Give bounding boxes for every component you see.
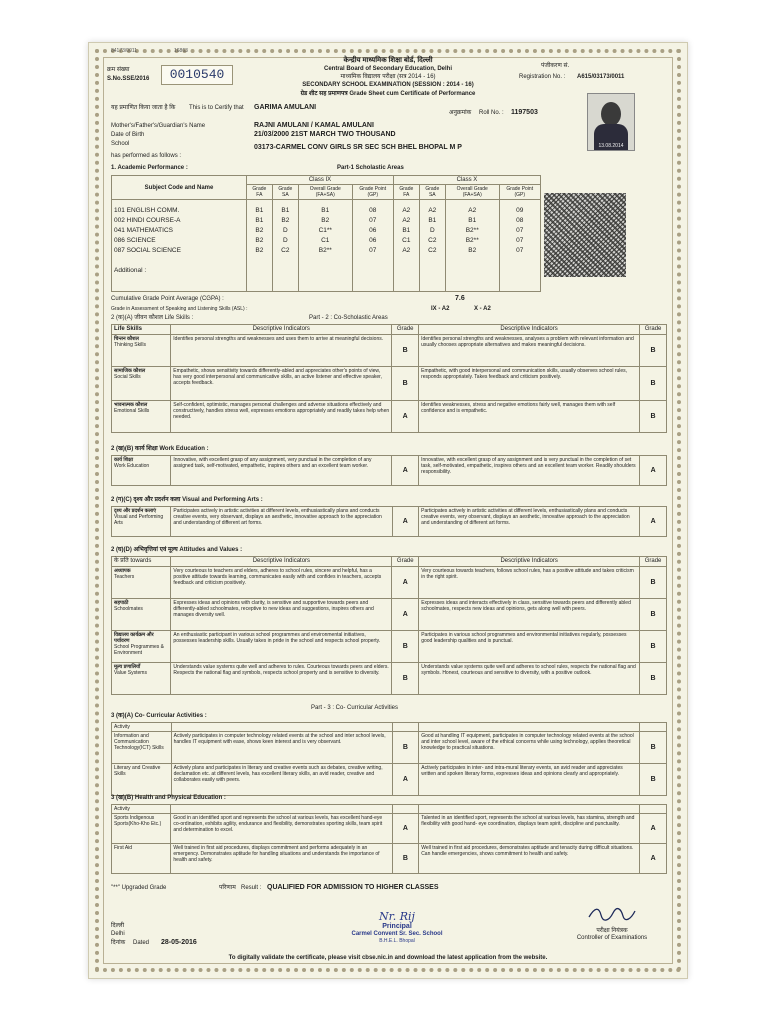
activity-grade-10: B (640, 732, 667, 764)
col-overall-9: Overall Grade (FA+SA) (298, 185, 352, 200)
attitude-grade-9: A (392, 567, 419, 599)
photo-head (601, 102, 621, 126)
roll-label: Roll No. : (479, 110, 504, 116)
attitude-desc-10: Expresses ideas and interacts effectively in class, sensitive towards peers and differently abled schoolmates, respects new ideas and opinions, gets along well with peers. (419, 599, 640, 631)
col-gp-10: Grade Point (GP) (499, 185, 540, 200)
date-label: Dated (133, 940, 150, 946)
life-skill-desc-10: Empathetic, with good interpersonal and communication skills, usually observes school rules, responds appropriately. Takes feedback and criticism positively. (419, 367, 640, 401)
board-name-hindi: केन्द्रीय माध्यमिक शिक्षा बोर्ड, दिल्ली (343, 57, 433, 64)
place: Delhi (111, 931, 125, 937)
col-life-skills: Life Skills (112, 325, 171, 335)
activity-grade-9: A (392, 764, 419, 796)
registration-hindi-label: पंजीकरण सं. (541, 63, 570, 69)
life-skill-name: सामाजिक कौशल Social Skills (112, 367, 171, 401)
grades-col: A2 A2 B1 C1 A2 (393, 200, 419, 292)
attitude-desc-9: Understands value systems quite well and adheres to rules. Courteous towards peers and elders. Respects the national flag and symbols, respects school property and is sensitive to diversity. (171, 663, 392, 695)
attitude-grade-10: B (640, 567, 667, 599)
attitude-desc-10: Understands value systems quite well and adheres to school rules, respects the national flag and symbols. Honest, courteous and sensitive to diversity, with a positive outlook. (419, 663, 640, 695)
attitude-grade-10: B (640, 599, 667, 631)
attitude-desc-9: Very courteous to teachers and elders, adheres to school rules, sincere and helpful, has a positive attitude towards learning, communicates easily with and confides in teachers, accepts feedback and criticism positively. (171, 567, 392, 599)
grades-col: 09 08 07 07 07 (499, 200, 540, 292)
performed-label: has performed as follows : (111, 153, 182, 159)
cgpa-value: 7.6 (455, 295, 465, 302)
dob-label: Date of Birth (111, 132, 145, 138)
life-skill-grade-9: B (392, 335, 419, 367)
health-desc-10: Well trained in first aid procedures, demonstrates aptitude and tenacity during difficult situations. Can handle emergencies, shows commitment to health and safety. (419, 844, 640, 874)
cocurricular-table (111, 722, 667, 796)
school-label: School (111, 141, 130, 147)
cocurricular-activities-label: 3 (क)(A) Co- Curricular Activities : (111, 713, 207, 719)
work-education-name: कार्य शिक्षा Work Education (112, 456, 171, 486)
health-activity-name: First Aid (112, 844, 171, 874)
student-name: GARIMA AMULANI (254, 104, 317, 111)
scholastic-table (111, 175, 541, 300)
health-desc-9: Well trained in first aid procedures, displays commitment and performs adequately in an emergency. Demonstrates aptitude for handling situations and understands the importance of health and safety. (171, 844, 392, 874)
attitude-desc-10: Very courteous towards teachers, follows school rules, has a positive attitude and takes criticism in the right spirit. (419, 567, 640, 599)
life-skill-desc-10: Identifies personal strengths and weaknesses, analyses a problem with relevant information and usually chooses appropriate alternatives and makes meaningful decisions. (419, 335, 640, 367)
health-desc-10: Talented in an identified sport, represents the school at various levels, has stamina, strength and flexibility with good hand- eye coordination, displays team spirit, discipline and punctuality. (419, 814, 640, 844)
col-grade-10: Grade (640, 557, 667, 567)
life-skill-desc-9: Self-confident, optimistic, manages personal challenges and adverse situations effectively and constructively, handles stress well, expresses emotions appropriately and readily takes help when needed. (171, 401, 392, 433)
work-education-table (111, 455, 667, 486)
col-grade-9: Grade (392, 557, 419, 567)
visual-arts-table (111, 506, 667, 537)
health-label: 3 (ख)(B) Health and Physical Education : (111, 795, 226, 801)
activity-desc-9: Actively plans and participates in literary and creative events such as debates, creative writing, declamation etc. at different levels, has excellent literary skills, an avid reader, creative and collaborates easily with peers. (171, 764, 392, 796)
class10-header: Class X (393, 176, 540, 185)
attitude-desc-9: An enthusiastic participant in various school programmes and environmental initiatives, possesses leadership skills. Usually takes in pride in the school and respects school property. (171, 631, 392, 663)
cgpa-label: Cumulative Grade Point Average (CGPA) : (111, 296, 224, 302)
health-grade-10: A (640, 844, 667, 874)
attitude-name: मूल्य प्रणालियाँ Value Systems (112, 663, 171, 695)
academic-section-label: 1. Academic Performance : (111, 165, 188, 171)
serial-label: S.No.SSE/2016 (107, 76, 150, 82)
col-grade-sa-10: Grade SA (419, 185, 445, 200)
grades-col: 08 07 06 06 07 (352, 200, 393, 292)
result-label: Result : (241, 885, 262, 891)
class9-header: Class IX (247, 176, 394, 185)
grades-col: B1 B2 D D C2 (272, 200, 298, 292)
roll-number: 1197503 (511, 109, 538, 116)
col-gp-9: Grade Point (GP) (352, 185, 393, 200)
attitude-desc-10: Participates in various school programmes and environmental initiatives regularly, possesses good leadership qualities and is punctual. (419, 631, 640, 663)
activity-desc-9: Actively participates in computer technology related events at the school and inter school levels, handles IT equipment with ease, shows keen interest and is very observant. (171, 732, 392, 764)
parents-name: RAJNI AMULANI / KAMAL AMULANI (254, 122, 374, 129)
life-skill-name: चिन्तन कौशल Thinking Skills (112, 335, 171, 367)
subject-name: 041 MATHEMATICS (114, 227, 173, 234)
health-table (111, 804, 667, 874)
certificate-sheet (88, 42, 688, 979)
life-skill-grade-10: B (640, 335, 667, 367)
visual-arts-label: 2 (ग)(C) दृश्य और प्रदर्शन कला Visual and Performing Arts : (111, 497, 263, 503)
asl-class9: IX - A2 (431, 306, 450, 312)
attitude-grade-9: A (392, 599, 419, 631)
top-mark-left: 84173/0011 (111, 48, 138, 54)
col-grade-9: Grade (392, 325, 419, 335)
asl-class10: X - A2 (474, 306, 491, 312)
subject-name: 101 ENGLISH COMM. (114, 207, 180, 214)
work-education-grade-9: A (392, 456, 419, 486)
grades-col: B1 B1 B2 B2 B2 (247, 200, 273, 292)
work-education-desc-10: Innovative, with excellent grasp of any assignment and is very punctual in the completion of set task, self-motivated, empathetic, inspires others and an excellent team worker. Readily shoulders responsibility. (419, 456, 640, 486)
col-overall-10: Overall Grade (FA+SA) (445, 185, 499, 200)
visual-arts-desc-9: Participates actively in artistic activities at different levels, enthusiastically plans and conducts creative events, very observant, displays an aesthetic, innovative approach to the appreciation and understanding of different art forms. (171, 507, 392, 537)
visual-arts-name: दृश्य और प्रदर्शन कलाएं Visual and Performing Arts (112, 507, 171, 537)
controller-hindi: परीक्षा नियंत्रक (596, 928, 628, 934)
col-desc-9: Descriptive Indicators (171, 325, 392, 335)
col-desc-9: Descriptive Indicators (171, 557, 392, 567)
life-skill-desc-9: Identifies personal strengths and weaknesses and uses them to arrive at meaningful decisions. (171, 335, 392, 367)
grades-col: B1 B2 C1** C1 B2** (298, 200, 352, 292)
life-skills-label: 2 (क)(A) जीवन कौशल Life Skills : (111, 315, 194, 321)
attitude-grade-10: B (640, 663, 667, 695)
life-skills-table (111, 324, 667, 433)
controller-block (567, 905, 657, 942)
col-towards: के प्रति towards (112, 557, 171, 567)
attitude-grade-10: B (640, 631, 667, 663)
activity-desc-10: Actively participates in inter- and intra-mural literary events, an avid reader and appreciates written and spoken literary forms, expresses ideas and opinions clearly and appropriately. (419, 764, 640, 796)
col-grade-10: Grade (640, 325, 667, 335)
controller-label: Controller of Examinations (576, 935, 648, 941)
exam-name: SECONDARY SCHOOL EXAMINATION (SESSION : 2014 - 16) (302, 82, 474, 88)
dob-value: 21/03/2000 21ST MARCH TWO THOUSAND (254, 131, 396, 138)
controller-signature-icon (587, 905, 637, 923)
asl-label: Grade in Assessment of Speaking and Listening Skills (ASL) : (111, 306, 248, 312)
life-skill-name: भावनात्मक कौशल Emotional Skills (112, 401, 171, 433)
subject-name: 086 SCIENCE (114, 237, 156, 244)
validation-note: To digitally validate the certificate, please visit cbse.nic.in and download the latest application from the website. (228, 955, 548, 961)
activity-grade-10: B (640, 764, 667, 796)
subject-name: 002 HINDI COURSE-A (114, 217, 181, 224)
attitude-grade-9: B (392, 663, 419, 695)
attitude-name: विद्यालय कार्यक्रम और पर्यावरण School Programmes & Environment (112, 631, 171, 663)
col-grade-fa-9: Grade FA (247, 185, 273, 200)
col-grade-fa-10: Grade FA (393, 185, 419, 200)
col-activity: Activity (112, 723, 172, 732)
cocurricular-part-label: Part - 3 : Co- Curricular Activities (311, 705, 399, 711)
subject-names (112, 200, 247, 292)
school-value: 03173-CARMEL CONV GIRLS SR SEC SCH BHEL BHOPAL M P (254, 144, 462, 151)
life-skill-grade-10: B (640, 401, 667, 433)
visual-arts-grade-9: A (392, 507, 419, 537)
attitudes-label: 2 (घ)(D) अभिवृत्तियां एवं मूल्य Attitudes and Values : (111, 547, 243, 553)
col-subject: Subject Code and Name (112, 176, 247, 200)
result-hindi: परिणाम (219, 885, 236, 891)
result-value: QUALIFIED FOR ADMISSION TO HIGHER CLASSES (267, 884, 439, 891)
principal-signature-icon: Nr. Rij (379, 910, 415, 923)
student-photo (587, 93, 635, 151)
certify-label: This is to Certify that (189, 105, 244, 111)
serial-hindi-label: क्रम संख्या (107, 67, 130, 73)
certify-hindi: यह प्रमाणित किया जाता है कि (111, 105, 176, 111)
attitude-name: सहपाठी Schoolmates (112, 599, 171, 631)
board-name: Central Board of Secondary Education, Delhi (323, 66, 453, 72)
serial-number: 0010540 (161, 65, 233, 85)
life-skill-grade-9: B (392, 367, 419, 401)
col-desc-10: Descriptive Indicators (419, 557, 640, 567)
attitude-grade-9: B (392, 631, 419, 663)
qr-code (544, 193, 626, 277)
top-mark-right: 16863 (174, 48, 188, 54)
stamp-place: B.H.E.L. Bhopal (379, 938, 415, 944)
activity-desc-10: Good at handling IT equipment, participates in computer technology related events at the school and inter school level, aware of the ethical concerns while using technology, applies theoretical knowledge to practical situations. (419, 732, 640, 764)
visual-arts-grade-10: A (640, 507, 667, 537)
coscholastic-part-label: Part - 2 : Co-Scholastic Areas (309, 315, 388, 321)
date-hindi: दिनांक (111, 940, 126, 946)
health-desc-9: Good in an identified sport and represents the school at various levels, has excellent hand-eye co-ordination, exhibits agility, endurance and flexibility, demonstrates sporting skills, team spirit and determination to excel. (171, 814, 392, 844)
additional-label: Additional : (114, 267, 147, 274)
registration-label: Registration No. : (519, 74, 566, 80)
work-education-grade-10: A (640, 456, 667, 486)
work-education-label: 2 (ख)(B) कार्य शिक्षा Work Education : (111, 446, 209, 452)
date-value: 28-05-2016 (161, 939, 197, 946)
certificate-title: ग्रेड शीट सह प्रमाणपत्र Grade Sheet cum Certificate of Performance (300, 91, 476, 97)
life-skill-desc-10: Identifies weaknesses, stress and negative emotions fairly well, manages them with self confidence and is empathetic. (419, 401, 640, 433)
attitude-desc-9: Expresses ideas and opinions with clarity, is sensitive and supportive towards peers and differently-abled schoolmates, receptive to new ideas and suggestions, inspires others and manages diversity well. (171, 599, 392, 631)
life-skill-desc-9: Empathetic, shows sensitivity towards differently-abled and appreciates other's points of view, has very good interpersonal and communicative skills, an active listener and effective speaker, accepts feedback. (171, 367, 392, 401)
attitude-name: अध्यापक Teachers (112, 567, 171, 599)
parents-label: Mother's/Father's/Guardian's Name (111, 123, 206, 129)
place-hindi: दिल्ली (111, 923, 125, 929)
col-desc-10: Descriptive Indicators (419, 325, 640, 335)
scholastic-part-label: Part-1 Scholastic Areas (337, 165, 404, 171)
grades-col: A2 B1 B2** B2** B2 (445, 200, 499, 292)
subject-name: 087 SOCIAL SCIENCE (114, 247, 181, 254)
health-grade-9: B (392, 844, 419, 874)
health-grade-10: A (640, 814, 667, 844)
col-grade-sa-9: Grade SA (272, 185, 298, 200)
life-skill-grade-10: B (640, 367, 667, 401)
work-education-desc-9: Innovative, with excellent grasp of any assignment, very punctual in the completion of any assigned task, self-motivated, empathetic, inspires others and an excellent team worker. (171, 456, 392, 486)
principal-stamp (337, 911, 457, 953)
activity-grade-9: B (392, 732, 419, 764)
exam-name-hindi: माध्यमिक विद्यालय परीक्षा (सत्र 2014 - 16) (340, 74, 436, 80)
health-grade-9: A (392, 814, 419, 844)
stamp-principal: Principal (382, 923, 412, 930)
life-skill-grade-9: A (392, 401, 419, 433)
health-activity-name: Sports Indigenous Sports(Kho-Kho Etc.) (112, 814, 171, 844)
activity-name: Information and Communication Technology(ICT) Skills (112, 732, 172, 764)
grades-col: A2 B1 D C2 C2 (419, 200, 445, 292)
stamp-school: Carmel Convent Sr. Sec. School (351, 931, 443, 937)
photo-caption: 13.08.2014 (598, 143, 624, 149)
roll-hindi: अनुक्रमांक (449, 110, 472, 116)
col-activity: Activity (112, 805, 171, 814)
attitudes-table (111, 556, 667, 695)
upgraded-note: "**" Upgraded Grade (111, 885, 167, 891)
activity-name: Literary and Creative Skills (112, 764, 172, 796)
registration-number: A615/03173/0011 (577, 74, 625, 80)
visual-arts-desc-10: Participates actively in artistic activities at different levels, enthusiastically plans and conducts creative events, very observant, displays an aesthetic, innovative approach to the appreciation and understanding of different art forms. (419, 507, 640, 537)
